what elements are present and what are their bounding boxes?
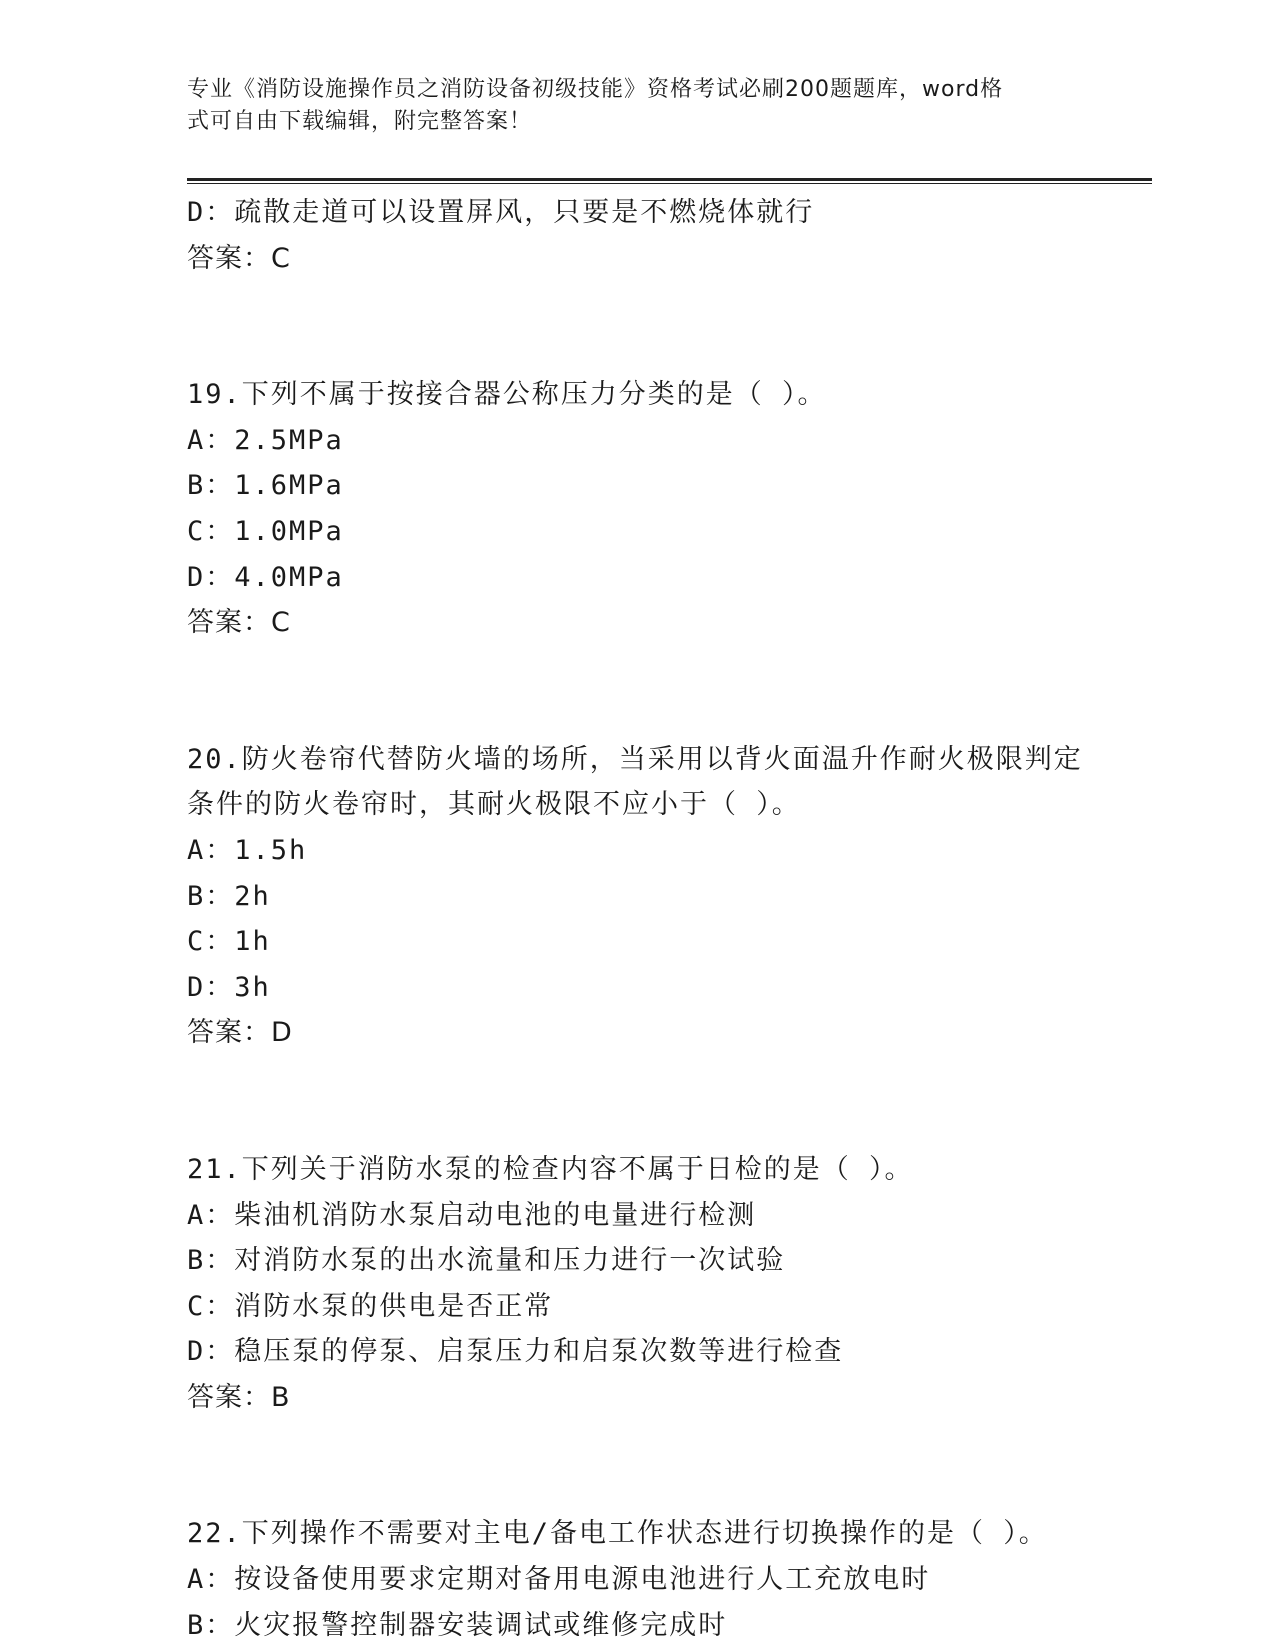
option-c: C：1h <box>187 926 271 958</box>
question-stem: 22.下列操作不需要对主电/备电工作状态进行切换操作的是（ ）。 <box>187 1518 1048 1550</box>
option-a: A：按设备使用要求定期对备用电源电池进行人工充放电时 <box>187 1564 931 1596</box>
header-line-2: 式可自由下载编辑，附完整答案！ <box>187 109 533 134</box>
question-19 <box>187 372 1087 646</box>
document-header <box>187 74 1087 138</box>
option-d: D：4.0MPa <box>187 561 344 593</box>
header-line-1: 专业《消防设施操作员之消防设备初级技能》资格考试必刷200题题库，word格 <box>187 77 1004 102</box>
header-divider-thick <box>187 178 1152 181</box>
option-c: C：消防水泵的供电是否正常 <box>187 1290 554 1322</box>
question-list <box>187 190 1087 1648</box>
option-c: C：1.0MPa <box>187 515 344 547</box>
question-stem: 19.下列不属于按接合器公称压力分类的是（ ）。 <box>187 379 827 411</box>
option-b: B：火灾报警控制器安装调试或维修完成时 <box>187 1609 728 1641</box>
question-stem: 21.下列关于消防水泵的检查内容不属于日检的是（ ）。 <box>187 1153 914 1185</box>
option-a: A：2.5MPa <box>187 424 344 456</box>
question-stem-line-2: 条件的防火卷帘时，其耐火极限不应小于（ ）。 <box>187 789 801 821</box>
option-a: A：1.5h <box>187 834 308 866</box>
option-d: D：3h <box>187 971 271 1003</box>
option-b: B：对消防水泵的出水流量和压力进行一次试验 <box>187 1245 786 1277</box>
question-20 <box>187 737 1087 1056</box>
question-18-tail <box>187 190 1087 281</box>
answer: 答案：C <box>187 607 291 639</box>
answer: 答案：D <box>187 1017 293 1049</box>
answer: 答案：B <box>187 1381 291 1413</box>
option-d: D：疏散走道可以设置屏风，只要是不燃烧体就行 <box>187 197 815 228</box>
option-d: D：稳压泵的停泵、启泵压力和启泵次数等进行检查 <box>187 1336 844 1368</box>
answer: 答案：C <box>187 242 291 274</box>
option-a: A：柴油机消防水泵启动电池的电量进行检测 <box>187 1199 757 1231</box>
question-stem-line-1: 20.防火卷帘代替防火墙的场所，当采用以背火面温升作耐火极限判定 <box>187 743 1083 775</box>
question-21 <box>187 1147 1087 1421</box>
question-22 <box>187 1511 1087 1648</box>
option-b: B：2h <box>187 880 271 912</box>
option-b: B：1.6MPa <box>187 470 344 502</box>
header-divider-thin <box>187 183 1152 184</box>
